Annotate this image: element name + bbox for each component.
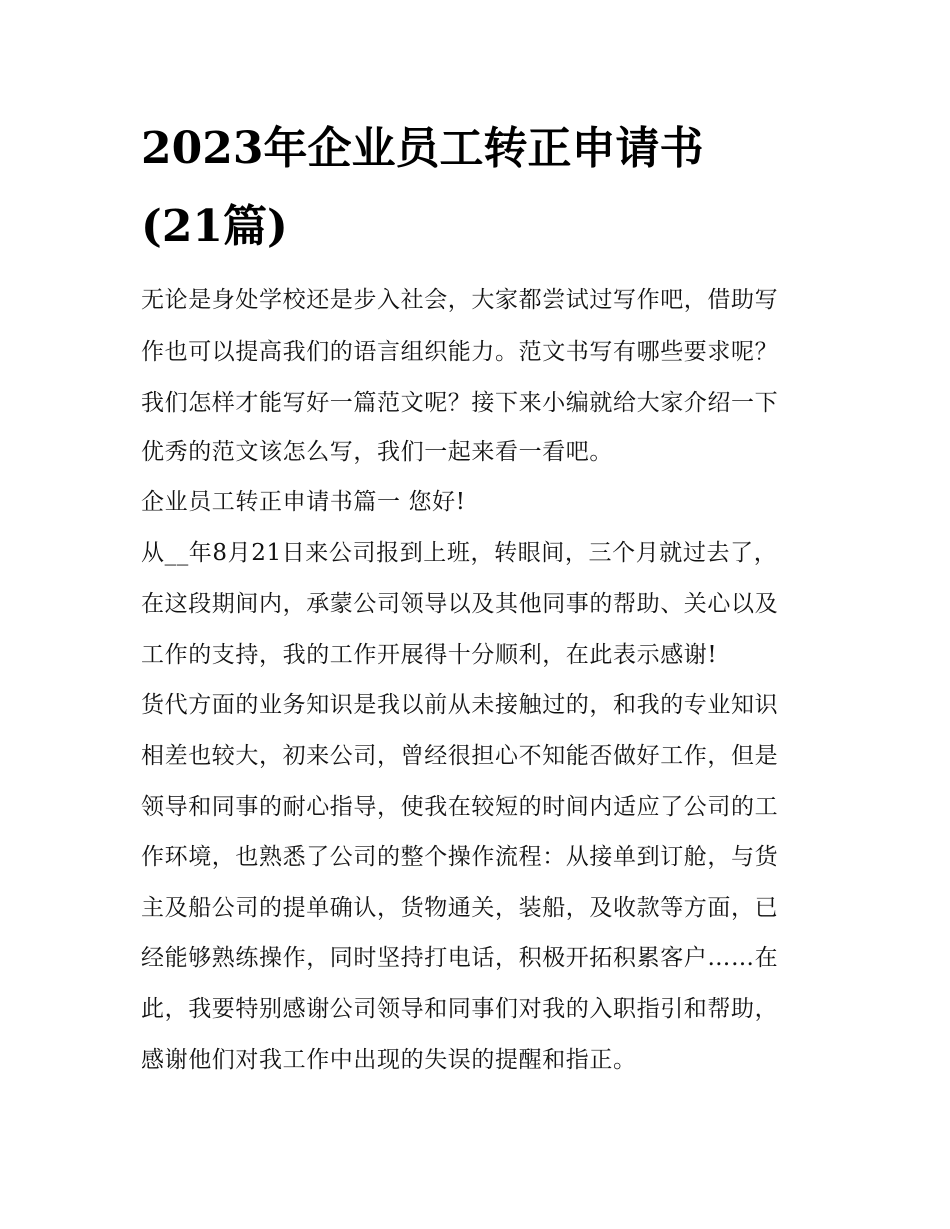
document-title-line-2: (21篇) [141,201,288,252]
body-line: 作环境，也熟悉了公司的整个操作流程：从接单到订舱，与货 [141,844,779,870]
body-line: 领导和同事的耐心指导，使我在较短的时间内适应了公司的工 [141,794,779,820]
body-line: 相差也较大，初来公司，曾经很担心不知能否做好工作，但是 [141,743,779,769]
body-line: 无论是身处学校还是步入社会，大家都尝试过写作吧，借助写 [141,287,779,313]
body-line: 从__年8月21日来公司报到上班，转眼间，三个月就过去了， [141,540,778,566]
body-line: 我们怎样才能写好一篇范文呢？接下来小编就给大家介绍一下 [141,390,779,416]
body-line: 此，我要特别感谢公司领导和同事们对我的入职指引和帮助， [141,996,779,1022]
body-line: 作也可以提高我们的语言组织能力。范文书写有哪些要求呢？ [141,339,779,365]
body-line: 主及船公司的提单确认，货物通关，装船，及收款等方面，已 [141,895,779,921]
body-line: 工作的支持，我的工作开展得十分顺利，在此表示感谢! [141,642,718,668]
document-title-line-1: 2023年企业员工转正申请书 [141,123,704,174]
body-line: 经能够熟练操作，同时坚持打电话，积极开拓积累客户……在 [141,945,779,971]
body-line: 优秀的范文该怎么写，我们一起来看一看吧。 [141,439,613,465]
body-line: 感谢他们对我工作中出现的失误的提醒和指正。 [141,1047,637,1073]
body-line: 货代方面的业务知识是我以前从未接触过的，和我的专业知识 [141,692,779,718]
body-line: 在这段期间内，承蒙公司领导以及其他同事的帮助、关心以及 [141,591,779,617]
body-line: 企业员工转正申请书篇一 您好! [141,489,466,515]
